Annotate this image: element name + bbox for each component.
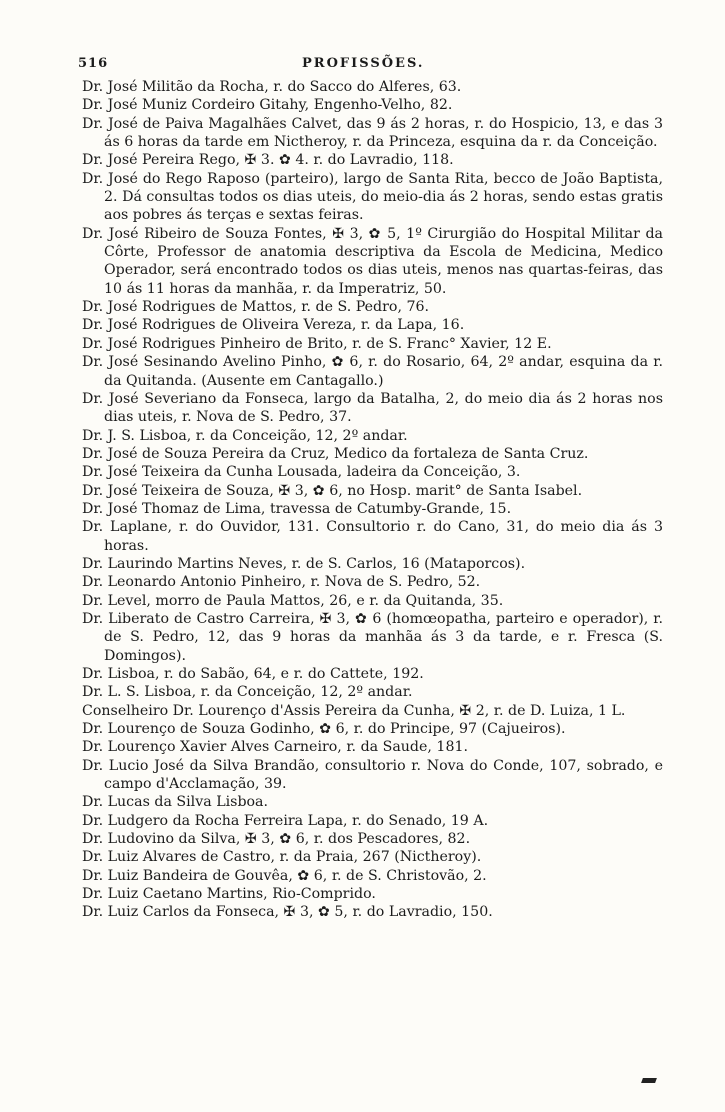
- list-item: Dr. José de Paiva Magalhães Calvet, das 9 ás 2 horas, r. do Hospicio, 13, e das 3 ás 6 horas da tarde em Nictheroy, r. da Princeza, esquina da r. da Conceição.: [82, 115, 663, 151]
- list-item: Dr. Lourenço Xavier Alves Carneiro, r. da Saude, 181.: [82, 739, 469, 756]
- list-item: Dr. Leonardo Antonio Pinheiro, r. Nova de S. Pedro, 52.: [82, 574, 481, 591]
- list-item: Dr. Ludovino da Silva, ✠ 3, ✿ 6, r. dos Pescadores, 82.: [82, 831, 471, 848]
- list-item: Dr. José Ribeiro de Souza Fontes, ✠ 3, ✿ 5, 1º Cirurgião do Hospital Militar da Côrte, Professor de anatomia descriptiva da Escola de Medicina, Medico Operador, será encontrado todos os dias uteis, menos nas quartas-feiras, das 10 ás 11 horas da manhãa, r. da Imperatriz, 50.: [82, 225, 663, 297]
- list-item: Dr. Lourenço de Souza Godinho, ✿ 6, r. do Principe, 97 (Cajueiros).: [82, 721, 566, 738]
- list-item: Dr. Luiz Alvares de Castro, r. da Praia, 267 (Nictheroy).: [82, 849, 482, 866]
- printer-mark: [641, 1078, 657, 1083]
- list-item: Dr. Laplane, r. do Ouvidor, 131. Consultorio r. do Cano, 31, do meio dia ás 3 horas.: [82, 519, 663, 554]
- running-title: PROFISSÕES.: [302, 56, 425, 71]
- entry-list: [82, 78, 663, 922]
- list-item: Dr. José do Rego Raposo (parteiro), largo de Santa Rita, becco de João Baptista, 2. Dá consultas todos os dias uteis, do meio-dia ás 2 horas, sendo estas gratis aos pobres ás terças e sextas feiras.: [82, 170, 663, 224]
- list-item: Dr. José Rodrigues de Mattos, r. de S. Pedro, 76.: [82, 299, 430, 316]
- list-item: Dr. José Muniz Cordeiro Gitahy, Engenho-Velho, 82.: [82, 97, 453, 114]
- list-item: Dr. José de Souza Pereira da Cruz, Medico da fortaleza de Santa Cruz.: [82, 445, 589, 462]
- list-item: Dr. José Thomaz de Lima, travessa de Catumby-Grande, 15.: [82, 500, 512, 517]
- list-item: Dr. J. S. Lisboa, r. da Conceição, 12, 2º andar.: [82, 427, 408, 444]
- list-item: Dr. José Sesinando Avelino Pinho, ✿ 6, r. do Rosario, 64, 2º andar, esquina da r. da Quitanda. (Ausente em Cantagallo.): [82, 354, 663, 389]
- list-item: Dr. Liberato de Castro Carreira, ✠ 3, ✿ 6 (homœopatha, parteiro e operador), r. de S. Pedro, 12, das 9 horas da manhãa ás 3 da tarde, e r. Fresca (S. Domingos).: [82, 610, 663, 664]
- list-item: Dr. José Rodrigues de Oliveira Vereza, r. da Lapa, 16.: [82, 317, 465, 334]
- list-item: Dr. José Severiano da Fonseca, largo da Batalha, 2, do meio dia ás 2 horas nos dias uteis, r. Nova de S. Pedro, 37.: [82, 390, 663, 426]
- list-item: Dr. Luiz Caetano Martins, Rio-Comprido.: [82, 886, 376, 903]
- list-item: Dr. L. S. Lisboa, r. da Conceição, 12, 2º andar.: [82, 684, 413, 701]
- list-item: Dr. Laurindo Martins Neves, r. de S. Carlos, 16 (Mataporcos).: [82, 555, 526, 572]
- list-item: Dr. José Militão da Rocha, r. do Sacco do Alferes, 63.: [82, 79, 462, 95]
- list-item: Dr. Lucio José da Silva Brandão, consultorio r. Nova do Conde, 107, sobrado, e campo d'Acclamação, 39.: [82, 757, 663, 793]
- list-item: Dr. José Pereira Rego, ✠ 3. ✿ 4. r. do Lavradio, 118.: [82, 152, 454, 169]
- list-item: Dr. José Teixeira de Souza, ✠ 3, ✿ 6, no Hosp. marit° de Santa Isabel.: [82, 482, 583, 499]
- page-number: 516: [78, 56, 109, 71]
- list-item: Dr. José Rodrigues Pinheiro de Brito, r. de S. Franc° Xavier, 12 E.: [82, 335, 552, 352]
- list-item: Conselheiro Dr. Lourenço d'Assis Pereira da Cunha, ✠ 2, r. de D. Luiza, 1 L.: [82, 702, 626, 719]
- list-item: Dr. Luiz Bandeira de Gouvêa, ✿ 6, r. de S. Christovão, 2.: [82, 867, 487, 884]
- list-item: Dr. Ludgero da Rocha Ferreira Lapa, r. do Senado, 19 A.: [82, 812, 489, 829]
- list-item: Dr. Luiz Carlos da Fonseca, ✠ 3, ✿ 5, r. do Lavradio, 150.: [82, 904, 493, 921]
- list-item: Dr. José Teixeira da Cunha Lousada, ladeira da Conceição, 3.: [82, 464, 521, 481]
- list-item: Dr. Lisboa, r. do Sabão, 64, e r. do Cattete, 192.: [82, 666, 424, 682]
- list-item: Dr. Lucas da Silva Lisboa.: [82, 794, 269, 811]
- list-item: Dr. Level, morro de Paula Mattos, 26, e r. da Quitanda, 35.: [82, 592, 504, 609]
- page-header: [78, 56, 663, 78]
